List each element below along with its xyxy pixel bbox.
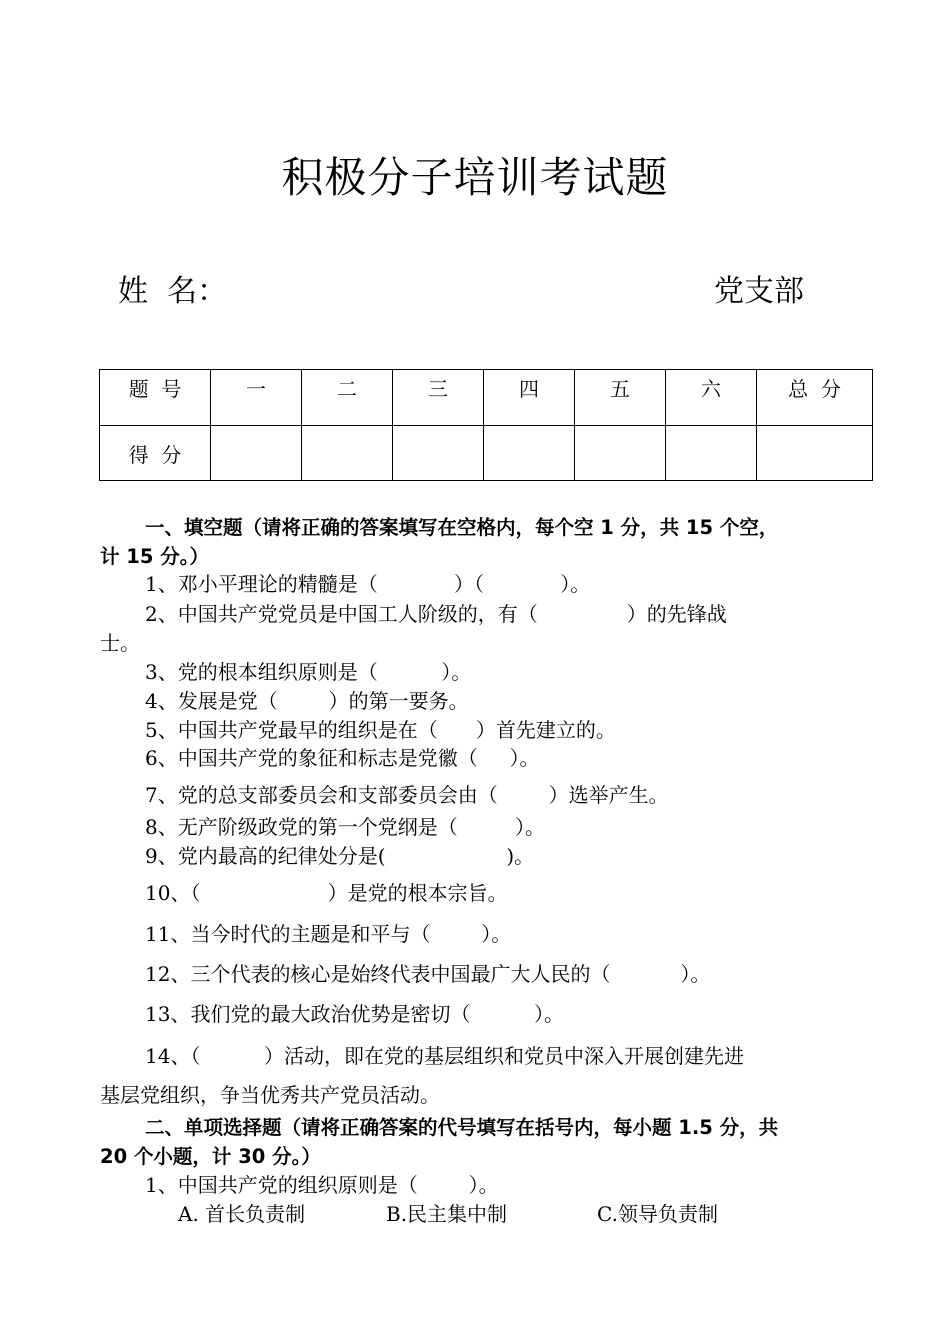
option-a: A. 首长负责制 [178, 1202, 306, 1226]
question-1-13: 13、我们党的最大政治优势是密切（ ）。 [145, 1002, 565, 1026]
table-header-cell: 三 [393, 370, 484, 426]
section2-heading-cont: 20 个小题，计 30 分。） [100, 1145, 321, 1168]
score-cell[interactable] [666, 426, 757, 481]
branch-label: 党支部 [714, 274, 804, 309]
section1-heading-cont: 计 15 分。） [100, 545, 209, 568]
table-header-cell: 题 号 [100, 370, 211, 426]
option-b: B.民主集中制 [386, 1202, 508, 1226]
score-table [99, 369, 873, 481]
question-1-8: 8、无产阶级政党的第一个党纲是（ ）。 [145, 815, 545, 839]
score-cell[interactable] [211, 426, 302, 481]
name-label: 姓 名： [118, 274, 228, 309]
score-cell[interactable] [484, 426, 575, 481]
table-header-cell: 六 [666, 370, 757, 426]
score-table-header-row [100, 370, 873, 426]
score-cell[interactable] [757, 426, 873, 481]
table-header-cell: 五 [575, 370, 666, 426]
table-header-cell: 二 [302, 370, 393, 426]
question-1-14-cont: 基层党组织，争当优秀共产党员活动。 [100, 1083, 440, 1107]
table-header-cell: 总 分 [757, 370, 873, 426]
section2-heading: 二、单项选择题（请将正确答案的代号填写在括号内，每小题 1.5 分，共 [145, 1116, 779, 1139]
question-1-9: 9、党内最高的纪律处分是( )。 [145, 844, 535, 868]
table-header-cell: 四 [484, 370, 575, 426]
score-table-score-row [100, 426, 873, 481]
question-1-1: 1、邓小平理论的精髓是（ ）（ ）。 [145, 572, 591, 596]
page-title: 积极分子培训考试题 [281, 153, 669, 202]
score-cell[interactable] [575, 426, 666, 481]
question-1-7: 7、党的总支部委员会和支部委员会由（ ）选举产生。 [145, 783, 669, 807]
score-row-label: 得 分 [100, 426, 211, 481]
question-1-2: 2、中国共产党党员是中国工人阶级的，有（ ）的先锋战 [145, 602, 727, 626]
question-1-6: 6、中国共产党的象征和标志是党徽（ ）。 [145, 746, 540, 770]
question-1-11: 11、当今时代的主题是和平与（ ）。 [145, 922, 512, 946]
section1-heading: 一、填空题（请将正确的答案填写在空格内，每个空 1 分，共 15 个空， [145, 516, 779, 539]
option-c: C.领导负责制 [597, 1202, 718, 1226]
question-1-5: 5、中国共产党最早的组织是在（ ）首先建立的。 [145, 718, 616, 742]
table-header-cell: 一 [211, 370, 302, 426]
question-2-1: 1、中国共产党的组织原则是（ ）。 [145, 1173, 499, 1197]
question-1-2-cont: 士。 [100, 631, 140, 655]
question-1-4: 4、发展是党（ ）的第一要务。 [145, 689, 469, 713]
question-1-10: 10、（ ）是党的根本宗旨。 [145, 881, 508, 905]
question-1-14: 14、（ ）活动，即在党的基层组织和党员中深入开展创建先进 [145, 1044, 745, 1068]
question-1-3: 3、党的根本组织原则是（ ）。 [145, 660, 472, 684]
score-cell[interactable] [302, 426, 393, 481]
score-cell[interactable] [393, 426, 484, 481]
question-1-12: 12、三个代表的核心是始终代表中国最广大人民的（ ）。 [145, 962, 711, 986]
